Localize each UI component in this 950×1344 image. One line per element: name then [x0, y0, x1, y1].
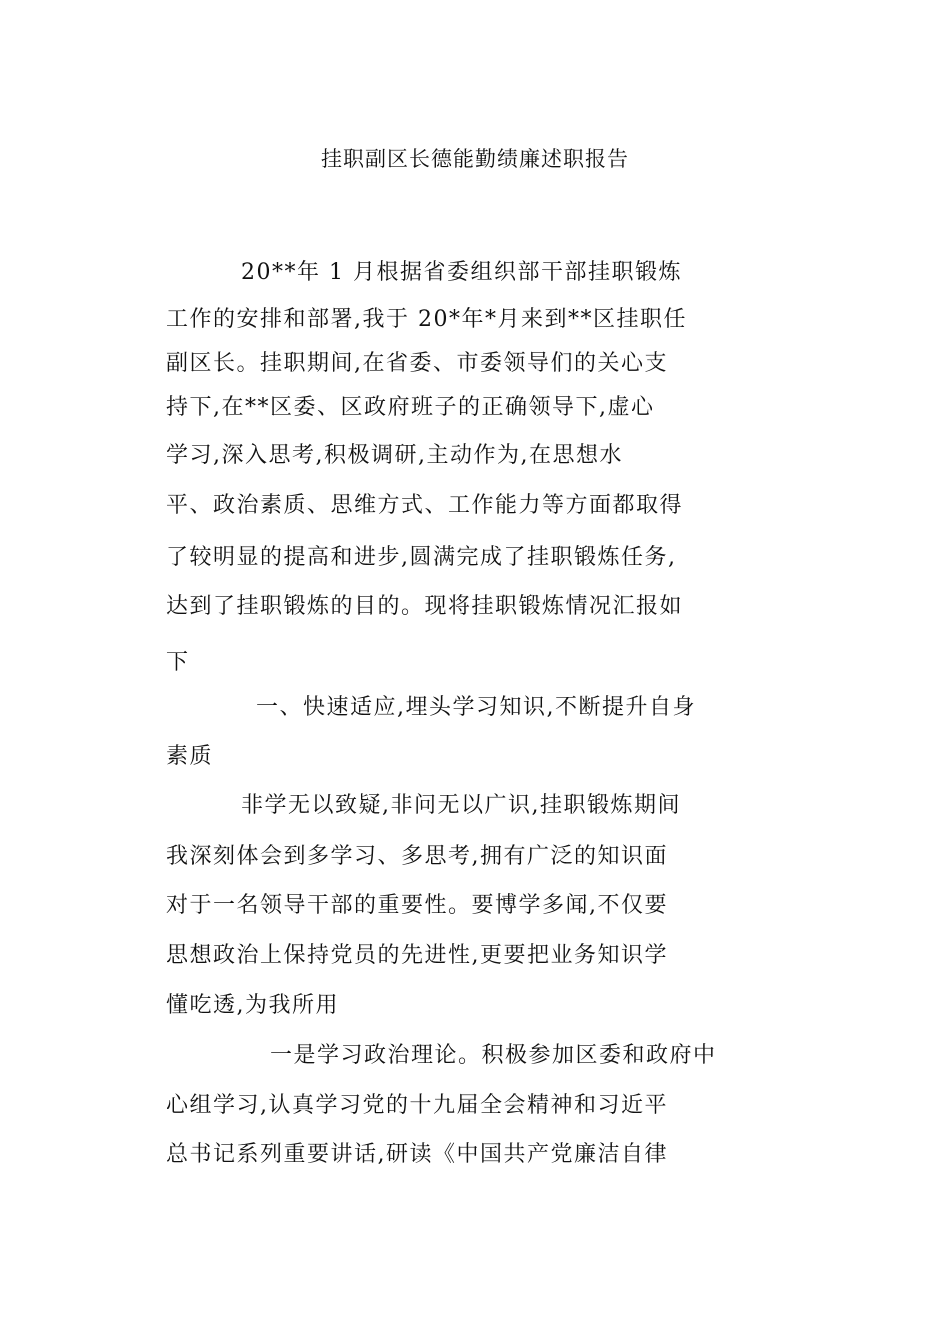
- paragraph-line: 懂吃透,为我所用: [166, 993, 339, 1018]
- paragraph-line: 20**年 1 月根据省委组织部干部挂职锻炼: [241, 260, 682, 285]
- paragraph-line: 心组学习,认真学习党的十九届全会精神和习近平: [166, 1093, 668, 1118]
- paragraph-line: 学习,深入思考,积极调研,主动作为,在思想水: [166, 443, 623, 468]
- paragraph-line: 达到了挂职锻炼的目的。现将挂职锻炼情况汇报如: [166, 594, 684, 619]
- document-title: 挂职副区长德能勤绩廉述职报告: [321, 147, 629, 171]
- paragraph-line: 思想政治上保持党员的先进性,更要把业务知识学: [166, 943, 668, 968]
- section-heading: 素质: [166, 744, 214, 769]
- paragraph-line: 总书记系列重要讲话,研读《中国共产党廉洁自律: [166, 1142, 668, 1167]
- paragraph-line: 对于一名领导干部的重要性。要博学多闻,不仅要: [166, 893, 668, 918]
- paragraph-line: 平、政治素质、思维方式、工作能力等方面都取得: [166, 493, 684, 518]
- section-heading: 一、快速适应,埋头学习知识,不断提升自身: [256, 695, 696, 720]
- paragraph-line: 持下,在**区委、区政府班子的正确领导下,虚心: [166, 395, 655, 420]
- paragraph-line: 非学无以致疑,非问无以广识,挂职锻炼期间: [241, 793, 681, 818]
- paragraph-line: 一是学习政治理论。积极参加区委和政府中: [270, 1043, 717, 1068]
- paragraph-line: 副区长。挂职期间,在省委、市委领导们的关心支: [166, 351, 668, 376]
- paragraph-line: 工作的安排和部署,我于 20*年*月来到**区挂职任: [166, 307, 687, 332]
- paragraph-line: 我深刻体会到多学习、多思考,拥有广泛的知识面: [166, 844, 668, 869]
- paragraph-line: 下: [166, 650, 190, 675]
- paragraph-line: 了较明显的提高和进步,圆满完成了挂职锻炼任务,: [166, 545, 677, 570]
